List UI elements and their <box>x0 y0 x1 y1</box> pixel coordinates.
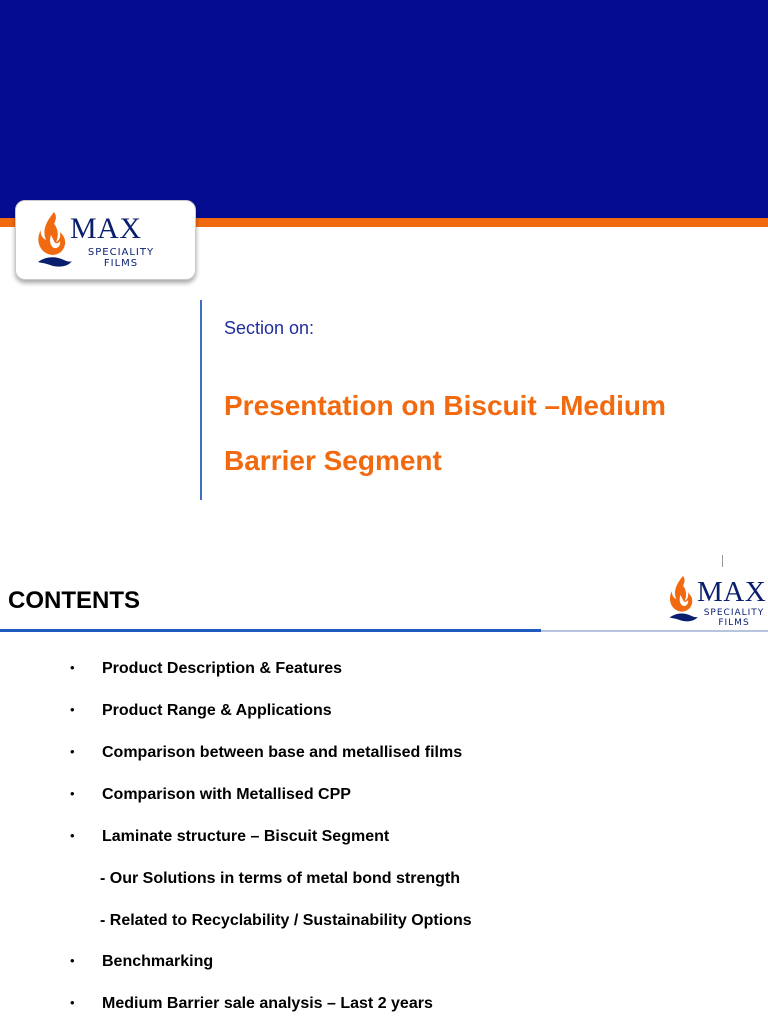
list-item <box>0 985 768 1025</box>
logo-tagline <box>82 247 160 269</box>
bullet: • <box>70 828 75 843</box>
contents-divider <box>0 629 541 632</box>
bullet: • <box>70 660 75 675</box>
title-line-2: Barrier Segment <box>224 445 442 476</box>
logo-tagline-line1: SPECIALITY <box>703 608 765 618</box>
section-label: Section on: <box>224 318 315 338</box>
list-item-text: Comparison between base and metallised films <box>102 744 463 761</box>
title-line-1: Presentation on Biscuit –Medium <box>224 390 666 421</box>
logo-tagline-line2: FILMS <box>103 258 139 269</box>
flame-wave-logo-icon <box>668 572 698 628</box>
list-item-text: - Related to Recyclability / Sustainability Options <box>100 912 472 929</box>
list-item-text: Benchmarking <box>102 953 214 970</box>
list-item <box>0 943 768 983</box>
logo-tagline-line1: SPECIALITY <box>87 247 155 258</box>
list-item <box>0 692 768 732</box>
bullet: • <box>70 995 75 1010</box>
logo-wordmark: MAX <box>697 576 767 608</box>
bullet: • <box>70 786 75 801</box>
contents-heading: CONTENTS <box>8 587 140 614</box>
list-item-text: Product Description & Features <box>102 660 343 677</box>
list-item <box>0 650 768 690</box>
bullet: • <box>70 702 75 717</box>
bullet: • <box>70 744 75 759</box>
list-item <box>0 734 768 774</box>
list-item <box>0 818 768 858</box>
list-item-text: Comparison with Metallised CPP <box>102 786 351 803</box>
divider-tick <box>722 555 723 567</box>
presentation-title <box>224 378 754 488</box>
bullet: • <box>70 953 75 968</box>
company-logo-small <box>668 572 768 632</box>
list-item-text: Medium Barrier sale analysis – Last 2 years <box>102 995 433 1012</box>
logo-tagline-line2: FILMS <box>718 617 750 628</box>
flame-wave-logo-icon <box>36 210 72 272</box>
list-sub-item <box>0 902 768 942</box>
list-sub-item <box>0 860 768 900</box>
logo-wordmark: MAX <box>70 212 142 245</box>
list-item <box>0 776 768 816</box>
logo-tagline <box>698 609 768 629</box>
title-accent-line <box>200 300 202 500</box>
contents-divider-light <box>541 630 768 632</box>
list-item-text: Product Range & Applications <box>102 702 332 719</box>
list-item-text: Laminate structure – Biscuit Segment <box>102 828 390 845</box>
company-logo <box>36 210 176 272</box>
header-band <box>0 0 768 218</box>
list-item-text: - Our Solutions in terms of metal bond strength <box>100 870 461 887</box>
